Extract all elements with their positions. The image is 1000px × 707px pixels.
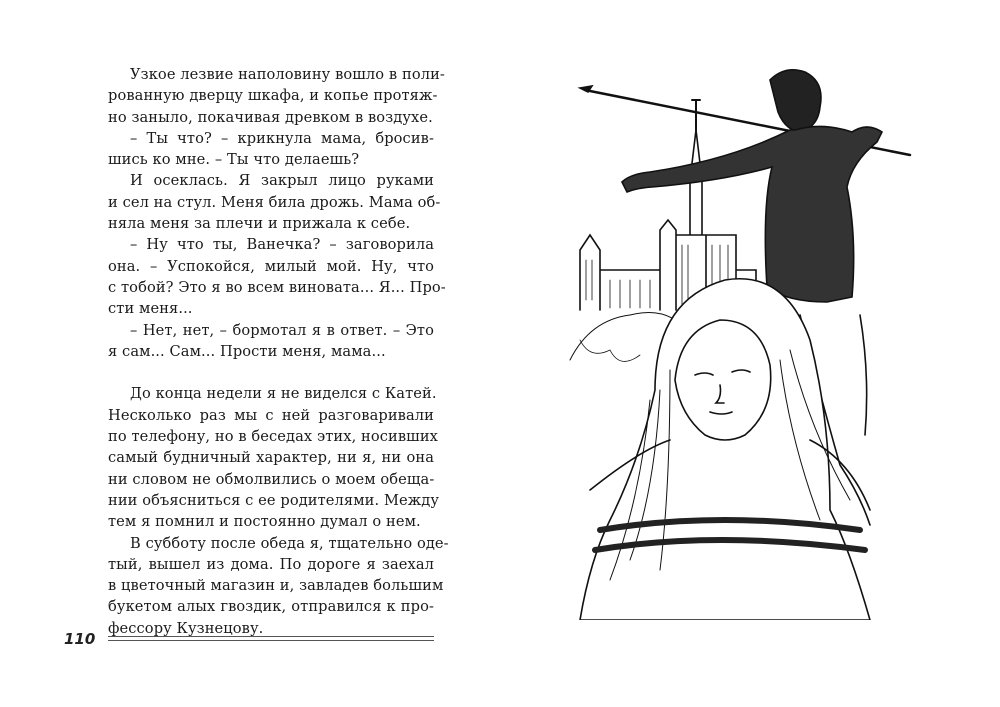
page-footer <box>64 630 434 650</box>
paragraph-gap <box>108 362 434 383</box>
text-line: И осеклась. Я закрыл лицо руками <box>130 172 434 190</box>
text-line: сти меня... <box>108 300 193 318</box>
text-line: но заныло, покачивая древком в воздухе. <box>108 108 433 126</box>
page-number: 110 <box>64 630 96 648</box>
text-line: Узкое лезвие наполовину вошло в поли- <box>130 66 445 83</box>
text-line: по телефону, но в беседах этих, носивших <box>108 428 439 446</box>
text-line: До конца недели я не виделся с Катей. <box>130 385 437 403</box>
text-line: ни словом не обмолвились о моем обеща- <box>108 470 435 488</box>
body-text <box>108 64 449 639</box>
text-line: тем я помнил и постоянно думал о нем. <box>108 513 421 531</box>
footer-rule <box>108 636 434 641</box>
text-line: и сел на стул. Меня била дрожь. Мама об- <box>108 193 441 211</box>
text-line: тый, вышел из дома. По дороге я заехал <box>108 555 434 573</box>
text-line: – Ну что ты, Ванечка? – заговорила <box>130 236 434 254</box>
text-line: самый будничный характер, ни я, ни она <box>108 449 434 467</box>
text-line: – Ты что? – крикнула мама, бросив- <box>130 129 434 147</box>
text-line: она. – Успокойся, милый мой. Ну, что <box>108 257 434 275</box>
text-line: букетом алых гвоздик, отправился к про- <box>108 598 434 616</box>
text-line: с тобой? Это я во всем виновата... Я... Про- <box>108 278 446 296</box>
text-line: рованную дверцу шкафа, и копье протяж- <box>108 87 438 105</box>
text-line: нии объясниться с ее родителями. Между <box>108 491 440 509</box>
text-line: В субботу после обеда я, тщательно оде- <box>130 534 449 552</box>
university-building <box>580 100 756 310</box>
text-line: я сам... Сам... Прости меня, мама... <box>108 342 386 360</box>
text-line: в цветочный магазин и, завладев большим <box>108 577 444 595</box>
text-line: фессору Кузнецову. <box>108 619 264 637</box>
text-line: шись ко мне. – Ты что делаешь? <box>108 151 360 169</box>
girl <box>580 279 870 620</box>
illustration <box>560 60 920 620</box>
text-line: Несколько раз мы с ней разговаривали <box>108 406 434 424</box>
text-line: – Нет, нет, – бормотал я в ответ. – Это <box>130 321 434 339</box>
text-line: няла меня за плечи и прижала к себе. <box>108 215 411 233</box>
